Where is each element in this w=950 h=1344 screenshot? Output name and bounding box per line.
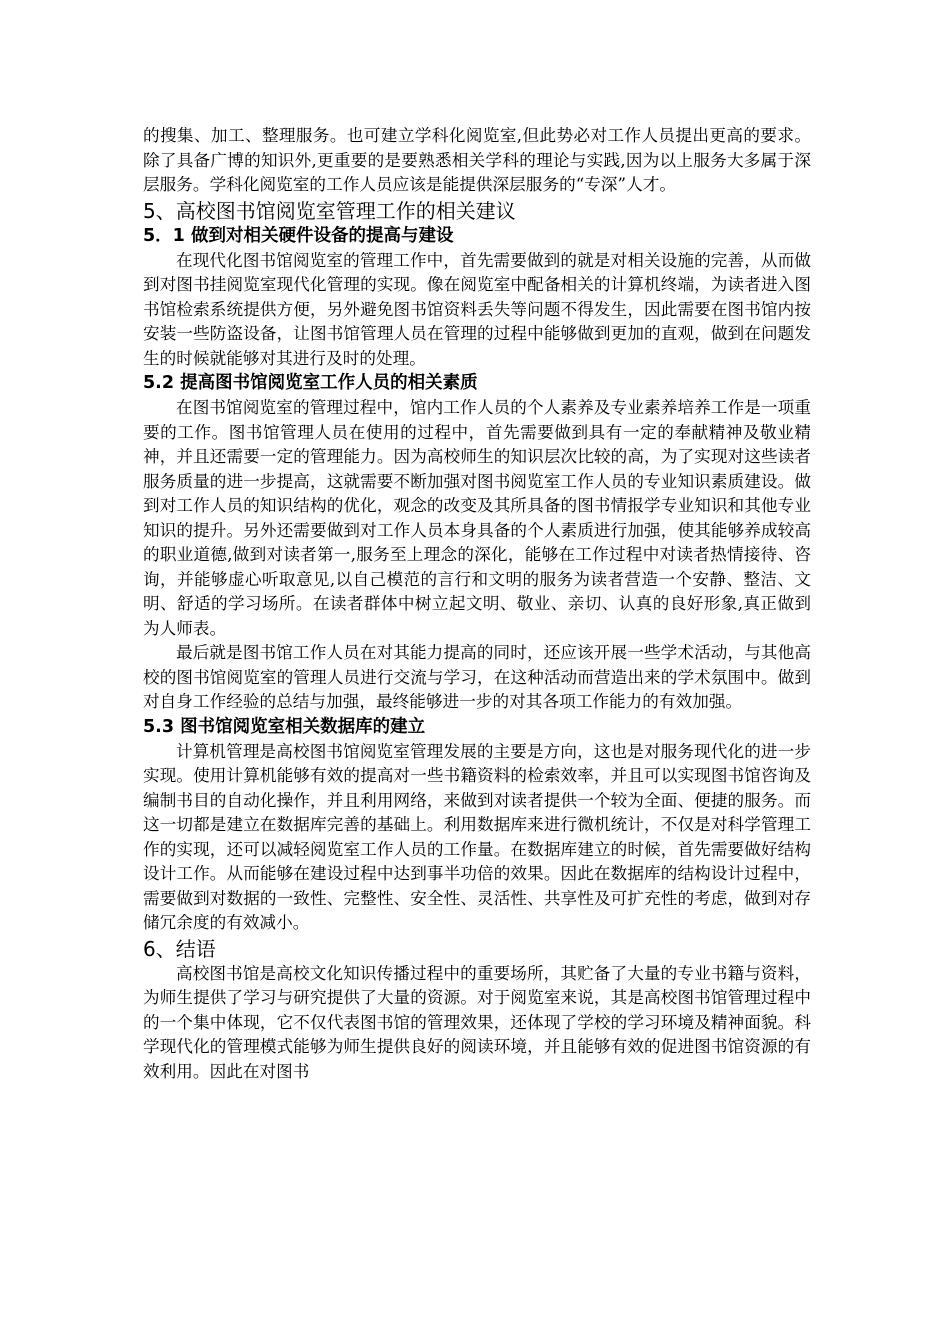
- section-5-2-paragraph-2: 最后就是图书馆工作人员在对其能力提高的同时，还应该开展一些学术活动，与其他高校的图书馆阅览室的管理人员进行交流与学习，在这种活动而营造出来的学术氛围中。做到对自身工作经验的总结与加强，最终能够进一步的对其各项工作能力的有效加强。: [143, 643, 811, 711]
- document-body: [143, 124, 811, 1084]
- intro-paragraph: 的搜集、加工、整理服务。也可建立学科化阅览室,但此势必对工作人员提出更高的要求。除了具备广博的知识外,更重要的是要熟悉相关学科的理论与实践,因为以上服务大多属于深层服务。学科化阅览室的工作人员应该是能提供深层服务的“专深”人才。: [143, 126, 811, 194]
- section-5-2-heading: 5.2 提高图书馆阅览室工作人员的相关素质: [143, 373, 478, 393]
- section-5-3-paragraph: 计算机管理是高校图书馆阅览室管理发展的主要是方向，这也是对服务现代化的进一步实现。使用计算机能够有效的提高对一些书籍资料的检索效率，并且可以实现图书馆咨询及编制书目的自动化操作，并且利用网络，来做到对读者提供一个较为全面、便捷的服务。而这一切都是建立在数据库完善的基础上。利用数据库来进行微机统计，不仅是对科学管理工作的实现，还可以减轻阅览室工作人员的工作量。在数据库建立的时候，首先需要做好结构设计工作。从而能够在建设过程中达到事半功倍的效果。因此在数据库的结构设计过程中，需要做到对数据的一致性、完整性、安全性、灵活性、共享性及可扩充性的考虑，做到对存储冗余度的有效减小。: [143, 741, 811, 932]
- section-5-3-heading: 5.3 图书馆阅览室相关数据库的建立: [143, 716, 426, 737]
- section-5-1-paragraph: 在现代化图书馆阅览室的管理工作中，首先需要做到的就是对相关设施的完善，从而做到对图书挂阅览室现代化管理的实现。像在阅览室中配备相关的计算机终端，为读者进入图书馆检索系统提供方便，另外避免图书馆资料丢失等问题不得发生，因此需要在图书馆内按安装一些防盗设备，让图书馆管理人员在管理的过程中能够做到更加的直观，做到在问题发生的时候就能够对其进行及时的处理。: [143, 250, 811, 368]
- section-5-heading: 5、高校图书馆阅览室管理工作的相关建议: [143, 198, 516, 223]
- section-5-2-paragraph-1: 在图书馆阅览室的管理过程中，馆内工作人员的个人素养及专业素养培养工作是一项重要的工作。图书馆管理人员在使用的过程中，首先需要做到具有一定的奉献精神及敬业精神，并且还需要一定的管理能力。因为高校师生的知识层次比较的高，为了实现对这些读者服务质量的进一步提高，这就需要不断加强对图书阅览室工作人员的专业知识素质建设。做到对工作人员的知识结构的优化，观念的改变及其所具备的图书情报学专业知识和其他专业知识的提升。另外还需要做到对工作人员本身具备的个人素质进行加强，使其能够养成较高的职业道德,做到对读者第一,服务至上理念的深化，能够在工作过程中对读者热情接待、咨询，并能够虚心听取意见,以自己模范的言行和文明的服务为读者营造一个安静、整洁、文明、舒适的学习场所。在读者群体中树立起文明、敬业、亲切、认真的良好形象,真正做到为人师表。: [143, 398, 811, 638]
- section-6-paragraph: 高校图书馆是高校文化知识传播过程中的重要场所，其贮备了大量的专业书籍与资料，为师生提供了学习与研究提供了大量的资源。对于阅览室来说，其是高校图书馆管理过程中的一个集中体现，它不仅代表图书馆的管理效果，还体现了学校的学习环境及精神面貌。科学现代化的管理模式能够为师生提供良好的阅读环境，并且能够有效的促进图书馆资源的有效利用。因此在对图书: [143, 963, 811, 1081]
- section-5-1-heading: 5．1 做到对相关硬件设备的提高与建设: [143, 225, 454, 246]
- section-6-heading: 6、结语: [143, 936, 216, 961]
